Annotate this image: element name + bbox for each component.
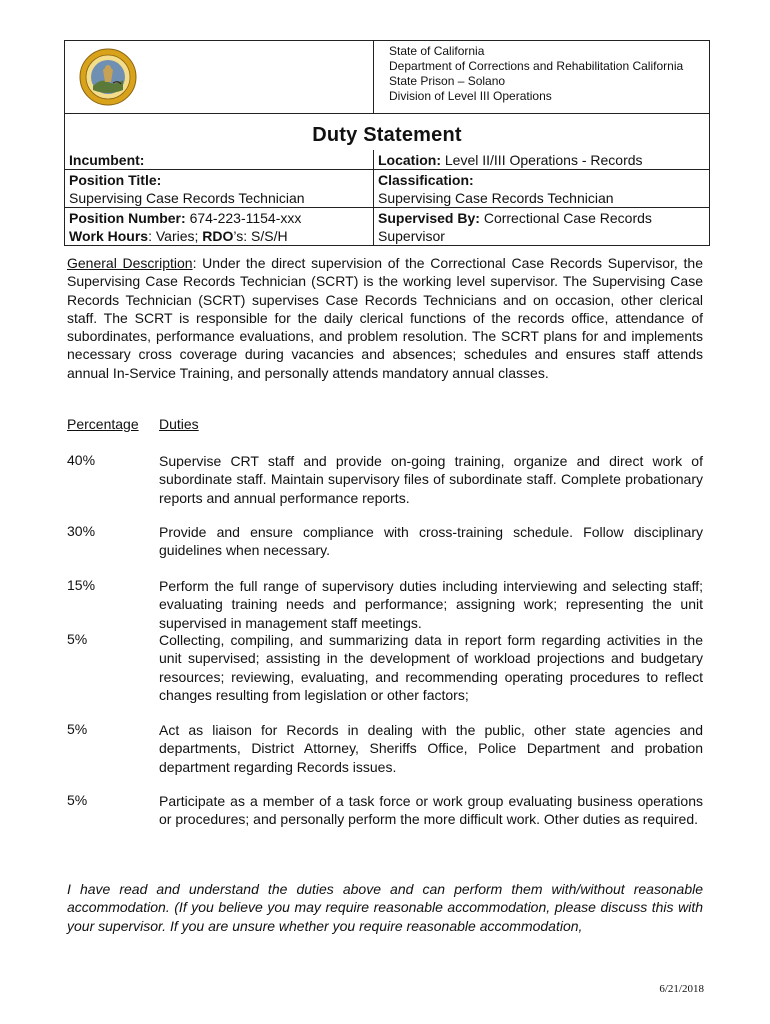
title-row: [65, 114, 709, 150]
header-divider: [373, 41, 374, 113]
footer-date: 6/21/2018: [659, 983, 704, 995]
position-title-value: Supervising Case Records Technician: [69, 190, 305, 206]
duty-percentage: 5%: [67, 721, 88, 737]
duty-text: Act as liaison for Records in dealing with the public, other state agencies and departments, District Attorney, Sheriffs Office, Police Department and probation department regarding Records issues.: [159, 722, 703, 775]
info-row-divider-left: [65, 169, 373, 170]
agency-block: [389, 44, 683, 104]
agency-line-division: Division of Level III Operations: [389, 89, 552, 103]
rdo-label: RDO: [202, 228, 234, 244]
agency-line-state: State of California: [389, 44, 485, 58]
info-row-divider-2: [65, 207, 709, 208]
agency-line-department: Department of Corrections and Rehabilitation California: [389, 59, 684, 73]
location-value: Level II/III Operations - Records: [444, 152, 643, 168]
percentage-column-header: Percentage: [67, 416, 139, 432]
info-row-divider-right: [374, 169, 709, 170]
general-description-text: : Under the direct supervision of the Correctional Case Records Supervisor, the Supervising Case Records Technician (SCRT) is the working level supervisor. The Supervising Case Records Technician (SCRT) supervises Case Records Technicians and on occasion, other clerical staff. The SCRT is responsible for the daily clerical functions of the records office, attendance of subordinates, performance evaluations, and problem resolution. The SCRT plans for and implements necessary cross coverage during vacancies and absences; schedules and ensures staff attends annual In-Service Training, and personally attends mandatory annual classes.: [67, 255, 703, 381]
document-title: Duty Statement: [312, 124, 462, 146]
header-top-row: [65, 41, 709, 114]
position-title-cell: [69, 171, 305, 207]
supervised-by-value-1: Correctional Case Records: [483, 210, 652, 226]
incumbent-cell: [69, 151, 144, 169]
info-column-divider: [373, 150, 374, 245]
incumbent-label: Incumbent:: [69, 152, 145, 168]
agency-line-prison: State Prison – Solano: [389, 74, 506, 88]
classification-value: Supervising Case Records Technician: [378, 190, 614, 206]
duty-text: Collecting, compiling, and summarizing data in report form regarding activities in the unit supervised; assisting in the development of workload projections and budgetary resources; reviewing, evaluating, and recommending operating procedures to reflect changes resulting from legislation or other factors;: [159, 632, 703, 703]
position-title-label: Position Title:: [69, 172, 162, 188]
duty-percentage: 5%: [67, 792, 88, 808]
duty-text: Provide and ensure compliance with cross-training schedule. Follow disciplinary guidelines when necessary.: [159, 524, 703, 559]
duty-percentage: 30%: [67, 523, 96, 539]
header-table: [64, 40, 710, 246]
supervised-by-cell: [378, 209, 652, 245]
general-description-label: General Description: [67, 255, 193, 271]
work-hours-label: Work Hours: [69, 228, 149, 244]
supervised-by-label: Supervised By:: [378, 210, 480, 226]
duty-text: Perform the full range of supervisory duties including interviewing and selecting staff; evaluating training needs and performance; assigning work; representing the unit supervised in management staff meetings.: [159, 578, 703, 631]
position-number-value: 674-223-1154-xxx: [189, 210, 302, 226]
duty-text: Supervise CRT staff and provide on-going training, organize and direct work of subordinate staff. Maintain supervisory files of subordinate staff. Complete probationary reports and annual performance reports.: [159, 453, 703, 506]
duty-percentage: 15%: [67, 577, 96, 593]
location-label: Location:: [378, 152, 441, 168]
location-cell: [378, 151, 643, 169]
work-hours-value: : Varies;: [148, 228, 203, 244]
california-seal-icon: [79, 48, 137, 106]
duty-text: Participate as a member of a task force or work group evaluating business operations or procedures; and personally perform the more difficult work. Other duties as required.: [159, 793, 703, 828]
supervised-by-value-2: Supervisor: [378, 228, 445, 244]
duty-percentage: 5%: [67, 631, 88, 647]
acknowledgement-statement: I have read and understand the duties above and can perform them with/without reasonable accommodation. (If you believe you may require reasonable accommodation, please discuss this with your supervisor. If you are unsure whether you require reasonable accommodation,: [67, 881, 703, 934]
classification-cell: [378, 171, 614, 207]
general-description: [67, 254, 703, 382]
duties-column-header: Duties: [159, 416, 199, 432]
position-number-cell: [69, 209, 301, 245]
duty-percentage: 40%: [67, 452, 96, 468]
classification-label: Classification:: [378, 172, 474, 188]
position-number-label: Position Number:: [69, 210, 186, 226]
rdo-value: ’s: S/S/H: [233, 228, 288, 244]
